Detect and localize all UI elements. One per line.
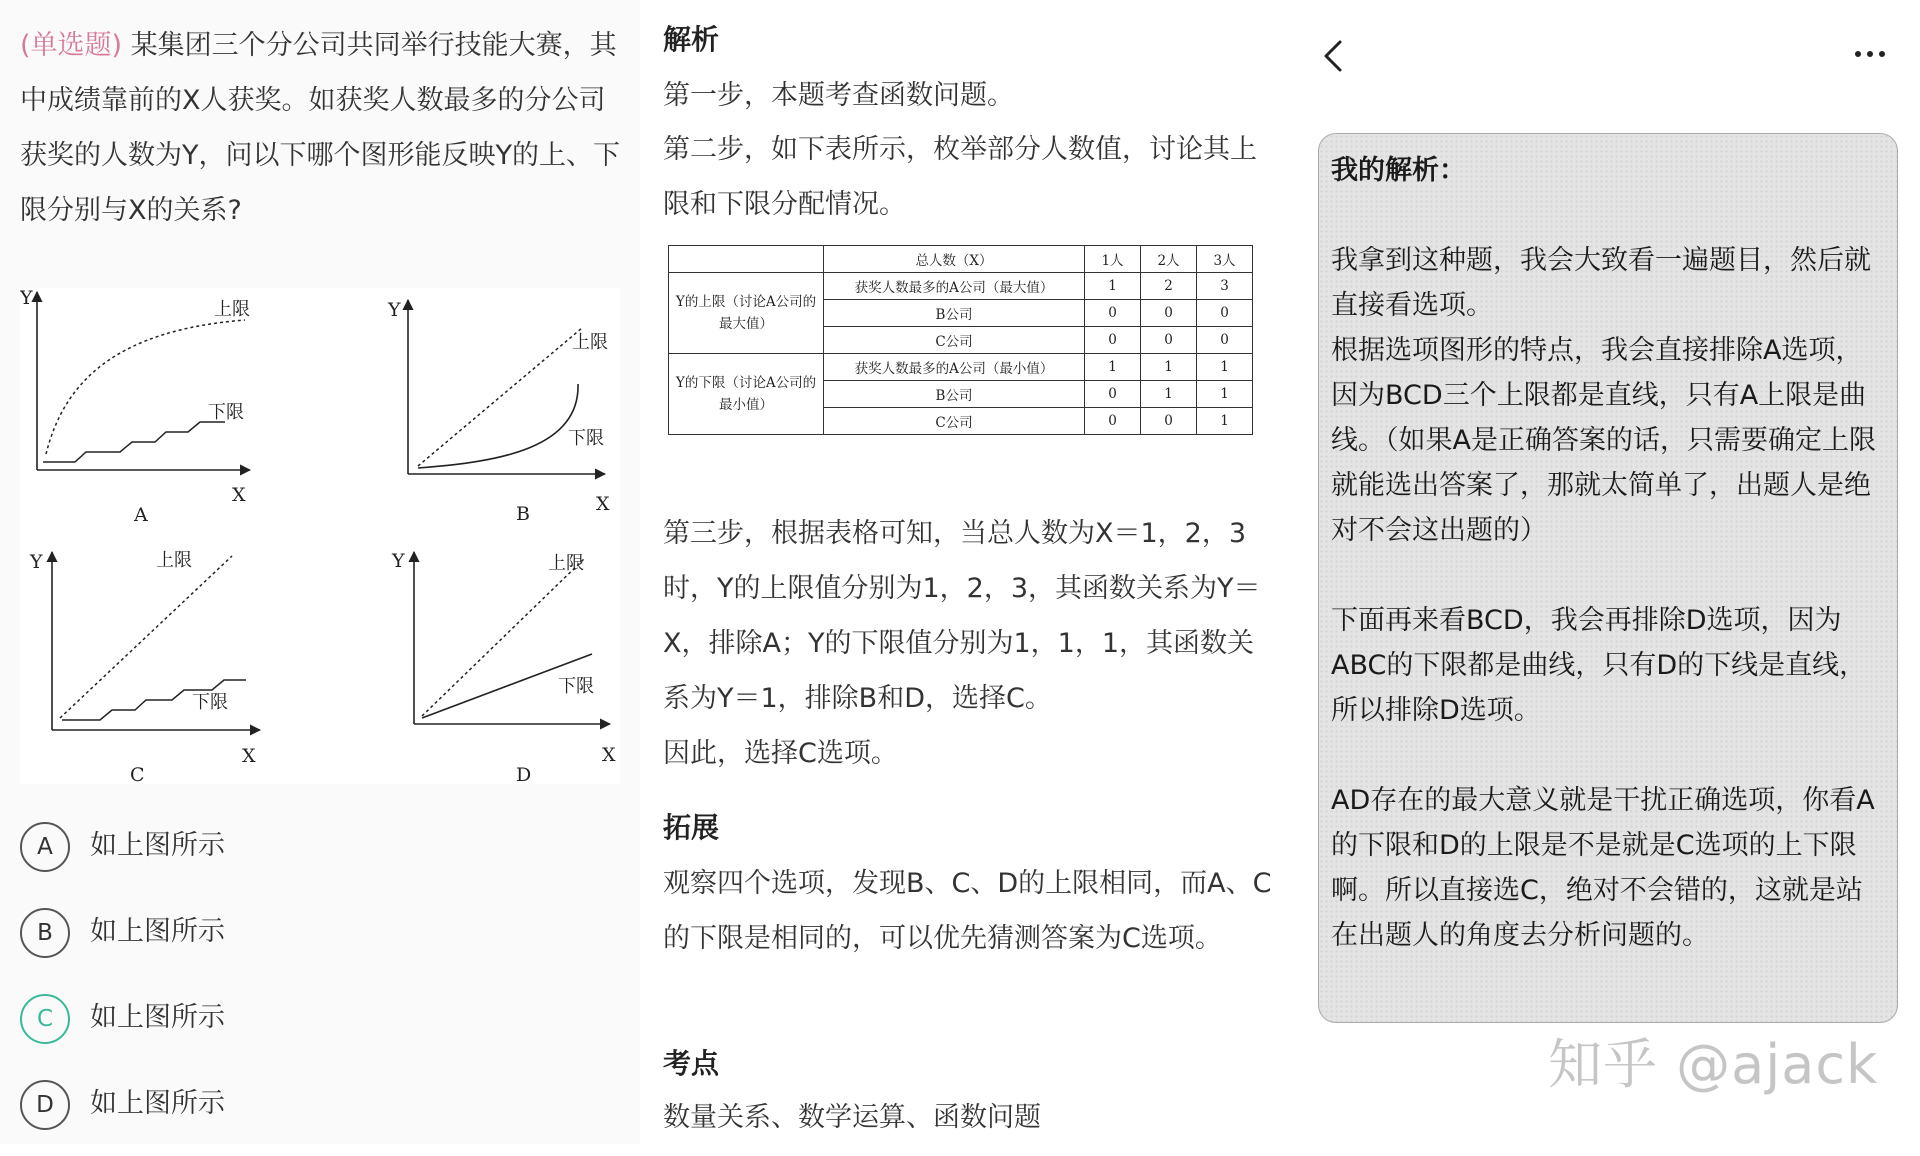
graph-a-upper-curve [46,320,245,454]
table-cell: 获奖人数最多的A公司（最小值） [824,354,1085,381]
graph-b-caption: B [516,503,530,525]
table-upper-label: Y的上限（讨论A公司的最大值） [669,273,824,354]
graph-a-y-label: Y [20,288,33,309]
option-a[interactable] [20,812,620,898]
graph-c-upper-label: 上限 [156,550,192,571]
my-analysis-paragraph-3: AD存在的最大意义就是干扰正确选项，你看A的下限和D的上限是不是就是C选项的上下限啊。所以直接选C，绝对不会错的，这就是站在出题人的角度去分析问题的。 [1331,785,1875,951]
graph-c-y-label: Y [30,551,43,573]
table-header-cell: 总人数（X） [824,246,1085,273]
option-b[interactable] [20,898,620,984]
option-b-text: 如上图所示 [90,916,225,947]
graph-b [387,299,610,525]
table-corner [669,246,824,273]
graph-b-x-label: X [596,493,610,515]
my-analysis-paragraph-1: 我拿到这种题，我会大致看一遍题目，然后就直接看选项。 根据选项图形的特点，我会直接排除A选项，因为BCD三个上限都是直线，只有A上限是曲线。（如果A是正确答案的话，只需要确定上限就能选出答案了，那就太简单了，出题人是绝对不会这出题的） [1331,245,1876,546]
points-text: 数量关系、数学运算、函数问题 [663,1102,1041,1133]
analysis-table-wrap [668,245,1253,435]
table-cell: 0 [1085,327,1141,354]
option-c-letter: C [20,994,70,1044]
points-heading: 考点 [663,1047,720,1080]
graph-d-caption: D [516,764,532,784]
options-list [20,812,620,1156]
table-cell: B公司 [824,381,1085,408]
table-cell: 0 [1141,327,1197,354]
graph-b-upper-label: 上限 [572,332,608,353]
table-cell: 1 [1197,354,1253,381]
table-lower-label: Y的下限（讨论A公司的最小值） [669,354,824,435]
graph-d-x-label: X [602,744,616,766]
more-options-icon[interactable] [1850,44,1890,64]
zhihu-watermark: 知乎 @ajack [1548,1033,1879,1096]
graph-c-x-label: X [242,745,256,767]
extend-heading: 拓展 [663,811,720,844]
table-cell: 3 [1197,273,1253,300]
my-analysis-paragraph-2: 下面再来看BCD，我会再排除D选项，因为ABC的下限都是曲线，只有D的下线是直线，所以排除D选项。 [1331,605,1867,726]
analysis-conclusion: 因此，选择C选项。 [663,738,898,769]
option-d[interactable] [20,1070,620,1156]
graph-b-lower-label: 下限 [568,428,604,449]
analysis-table [668,245,1253,435]
option-a-text: 如上图所示 [90,830,225,861]
analysis-panel [660,0,1280,1144]
table-cell: B公司 [824,300,1085,327]
my-analysis-title: 我的解析： [1331,155,1466,186]
back-arrow-icon[interactable] [1314,36,1354,76]
my-analysis-note [1318,133,1898,1023]
table-cell: C公司 [824,408,1085,435]
analysis-step2: 第二步，如下表所示，枚举部分人数值，讨论其上限和下限分配情况。 [663,134,1257,220]
table-cell: 0 [1197,327,1253,354]
table-row [669,273,1253,300]
graph-d-lower-label: 下限 [558,676,594,697]
table-cell: C公司 [824,327,1085,354]
extend-text: 观察四个选项，发现B、C、D的上限相同，而A、C的下限是相同的，可以优先猜测答案为C选项。 [663,868,1272,954]
option-d-letter: D [20,1080,70,1130]
table-cell: 2 [1141,273,1197,300]
graph-a-upper-label: 上限 [214,299,250,320]
question-figure [20,288,620,784]
table-header-cell: 1人 [1085,246,1141,273]
table-cell: 0 [1141,300,1197,327]
question-panel [0,0,640,1144]
table-cell: 获奖人数最多的A公司（最大值） [824,273,1085,300]
table-header-cell: 2人 [1141,246,1197,273]
table-cell: 1 [1197,381,1253,408]
table-cell: 0 [1085,381,1141,408]
graph-c-lower-label: 下限 [192,692,228,713]
graph-b-lower-curve [418,384,578,468]
graph-b-y-label: Y [388,299,401,321]
question-body: 某集团三个分公司共同举行技能大赛，其中成绩靠前的X人获奖。如获奖人数最多的分公司获奖的人数为Y，问以下哪个图形能反映Y的上、下限分别与X的关系? [20,30,620,226]
table-row [669,354,1253,381]
table-cell: 0 [1085,300,1141,327]
table-cell: 0 [1197,300,1253,327]
graph-c-caption: C [130,764,145,784]
table-cell: 1 [1141,354,1197,381]
graph-a-lower-label: 下限 [208,402,244,423]
question-type-label: (单选题) [20,30,123,61]
table-cell: 1 [1085,354,1141,381]
analysis-heading: 解析 [663,23,720,56]
graph-a-lower-step [43,422,225,462]
table-cell: 1 [1141,381,1197,408]
analysis-step3: 第三步，根据表格可知，当总人数为X＝1，2，3时，Y的上限值分别为1，2，3，其函数关系为Y＝X，排除A；Y的下限值分别为1，1，1，其函数关系为Y＝1，排除B和D，选择C。 [663,518,1261,714]
table-cell: 1 [1085,273,1141,300]
graph-c [29,550,260,784]
question-text [20,18,620,238]
notes-panel [1300,0,1920,1144]
option-a-letter: A [20,822,70,872]
graph-a [20,288,250,526]
table-header-row [669,246,1253,273]
option-d-text: 如上图所示 [90,1088,225,1119]
graph-d-upper-label: 上限 [548,553,584,574]
table-header-cell: 3人 [1197,246,1253,273]
option-c[interactable] [20,984,620,1070]
graph-b-upper-line [418,328,582,466]
option-b-letter: B [20,908,70,958]
analysis-step1: 第一步，本题考查函数问题。 [663,80,1014,111]
table-cell: 0 [1085,408,1141,435]
graph-d-y-label: Y [392,550,405,572]
table-cell: 1 [1197,408,1253,435]
option-c-text: 如上图所示 [90,1002,225,1033]
table-cell: 0 [1141,408,1197,435]
graph-d [391,550,616,784]
graph-a-x-label: X [232,484,246,506]
graph-a-caption: A [134,504,148,526]
